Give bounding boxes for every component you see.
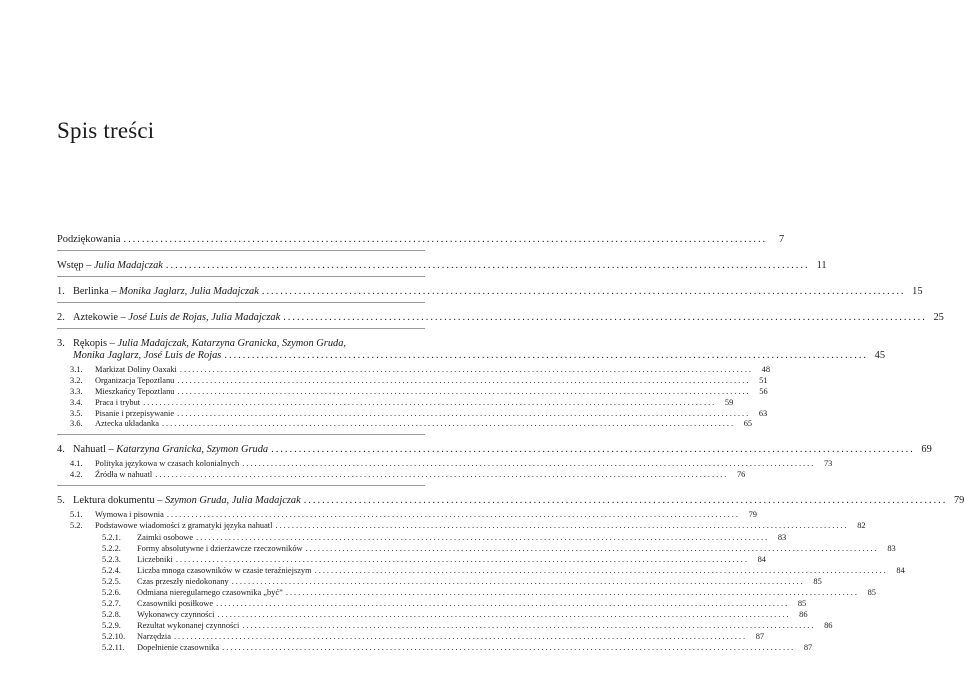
leader-dots: ............................................................................................................................................ (261, 286, 906, 297)
toc-page: 85 (813, 576, 822, 586)
leader-dots: ............................................................................................................................................ (179, 364, 753, 374)
toc-entry-chapter-3[interactable] (57, 350, 886, 362)
toc-number: 5.2.6. (102, 587, 121, 597)
toc-page: 85 (867, 587, 876, 597)
leader-dots: ............................................................................................................................................ (242, 620, 816, 630)
leader-dots: ............................................................................................................................................ (216, 598, 790, 608)
toc-label: Liczebniki (137, 554, 173, 564)
toc-label: Narzędzia (137, 631, 171, 641)
toc-number: 5.2.10. (102, 631, 126, 641)
toc-page: 82 (857, 521, 866, 530)
toc-entry-chapter-3-line1[interactable] (57, 338, 425, 350)
toc-label: Źródła w nahuatl (95, 470, 153, 480)
toc-page: 85 (797, 598, 807, 608)
toc-page: 84 (757, 554, 766, 564)
toc-label: Markizat Doliny Oaxaki (95, 364, 177, 374)
leader-dots: ............................................................................................................................................ (231, 576, 805, 586)
toc-author: Julia Madajczak, Katarzyna Granicka, Szymon Gruda, (117, 338, 347, 349)
toc-label: Mieszkańcy Tepoztlanu (95, 386, 175, 396)
leader-dots: ............................................................................................................................................ (166, 510, 740, 520)
toc-page: 56 (759, 386, 768, 396)
leader-dots: ............................................................................................................................................ (196, 532, 770, 542)
toc-subentry[interactable] (57, 521, 866, 532)
toc-number: 3.2. (70, 375, 83, 385)
leader-dots: ............................................................................................................................................ (161, 419, 736, 429)
toc-label: Praca i trybut (95, 397, 141, 407)
toc-entry-chapter-5[interactable] (57, 495, 964, 507)
leader-dots: ............................................................................................................................................ (283, 312, 927, 323)
toc-label: Podstawowe wiadomości z gramatyki języka nahuatl (95, 521, 273, 530)
toc-subentry[interactable] (57, 470, 746, 481)
toc-number: 5.1. (70, 510, 83, 520)
toc-label: Czas przeszły niedokonany (137, 576, 229, 586)
toc-page: 83 (777, 532, 787, 542)
leader-dots: ............................................................................................................................................ (177, 375, 751, 385)
toc-subentry[interactable] (57, 609, 808, 620)
toc-author: Monika Jaglarz, José Luis de Rojas (73, 350, 222, 361)
leader-dots: ............................................................................................................................................ (314, 565, 888, 575)
toc-number: 3.5. (70, 408, 83, 418)
toc-page: 45 (874, 350, 886, 361)
leader-dots: ............................................................................................................................................ (123, 234, 768, 245)
toc-label: Aztecka układanka (95, 419, 159, 429)
table-of-contents (57, 234, 964, 653)
leader-dots: ............................................................................................................................................ (275, 521, 849, 530)
toc-subentry[interactable] (57, 543, 896, 554)
toc-number: 2. (57, 312, 65, 323)
toc-number: 5.2.11. (102, 642, 125, 652)
leader-dots: ............................................................................................................................................ (305, 543, 879, 553)
toc-subentry[interactable] (57, 631, 765, 642)
leader-dots: ............................................................................................................................................ (177, 386, 751, 396)
toc-page: 65 (743, 419, 753, 429)
toc-label: Dopełnienie czasownika (137, 642, 220, 652)
toc-label: Organizacja Tepoztlanu (95, 375, 175, 385)
toc-page: 59 (724, 397, 734, 407)
toc-number: 5.2.5. (102, 576, 121, 586)
toc-page: 86 (799, 609, 808, 619)
toc-subentry[interactable] (57, 554, 766, 565)
leader-dots: ............................................................................................................................................ (177, 408, 751, 418)
toc-subentry[interactable] (57, 565, 905, 576)
toc-page: 51 (759, 375, 768, 385)
toc-label: Wykonawcy czynności (137, 609, 215, 619)
toc-subentry[interactable] (57, 598, 807, 609)
page-title: Spis treści (57, 118, 155, 143)
toc-subentry[interactable] (57, 386, 768, 398)
toc-entry-podziekowania[interactable] (57, 234, 785, 246)
toc-subentry[interactable] (57, 510, 757, 521)
toc-author: José Luis de Rojas, Julia Madajczak (128, 312, 281, 323)
toc-entry-chapter-2[interactable] (57, 312, 944, 324)
toc-page: 63 (758, 408, 768, 418)
toc-number: 5.2.2. (102, 543, 121, 553)
leader-dots: ............................................................................................................................................ (303, 495, 948, 507)
toc-page: 48 (761, 364, 770, 374)
toc-number: 5.2.3. (102, 554, 121, 564)
toc-label: Wymowa i pisownia (95, 510, 164, 520)
leader-dots: ............................................................................................................................................ (165, 260, 810, 271)
toc-label: Odmiana nieregularnego czasownika „być” (137, 587, 283, 597)
toc-subentry[interactable] (57, 375, 768, 387)
toc-page: 79 (953, 495, 964, 507)
toc-number: 5.2. (70, 521, 83, 530)
toc-subentry[interactable] (57, 620, 833, 631)
toc-number: 5.2.7. (102, 598, 121, 608)
leader-dots: ............................................................................................................................................ (155, 470, 729, 480)
toc-author: Monika Jaglarz, Julia Madajczak (119, 286, 259, 297)
leader-dots: ............................................................................................................................................ (242, 459, 816, 469)
toc-label: Wstęp – (57, 260, 94, 271)
toc-number: 3.3. (70, 386, 83, 396)
toc-subentry[interactable] (57, 642, 813, 653)
toc-label: Lektura dokumentu – (73, 495, 166, 507)
toc-subentry[interactable] (57, 459, 833, 470)
toc-page: 87 (803, 642, 813, 652)
toc-page: 25 (933, 312, 944, 323)
toc-number: 4.2. (70, 470, 83, 480)
toc-number: 4.1. (70, 459, 83, 469)
leader-dots: ............................................................................................................................................ (285, 587, 859, 597)
toc-page: 84 (896, 565, 905, 575)
toc-label: Polityka językowa w czasach kolonialnych (95, 459, 240, 469)
toc-number: 5.2.1. (102, 532, 121, 542)
leader-dots: ............................................................................................................................................ (217, 609, 791, 619)
toc-page: 79 (748, 510, 757, 520)
toc-subentry[interactable] (57, 408, 768, 420)
toc-page: 87 (755, 631, 765, 641)
toc-label: Rezultat wykonanej czynności (137, 620, 240, 630)
toc-label: Zaimki osobowe (137, 532, 194, 542)
toc-page: 83 (887, 543, 896, 553)
toc-subentry[interactable] (57, 364, 770, 376)
toc-number: 1. (57, 286, 65, 297)
toc-subentry[interactable] (57, 532, 787, 543)
toc-author: Szymon Gruda, Julia Madajczak (165, 495, 301, 507)
toc-label: Berlinka – (73, 286, 120, 297)
leader-dots: ............................................................................................................................................ (271, 444, 915, 456)
toc-subentry[interactable] (57, 587, 876, 598)
toc-page: 15 (912, 286, 923, 297)
toc-label: Aztekowie – (73, 312, 129, 323)
toc-number: 5.2.8. (102, 609, 121, 619)
toc-number: 3.6. (70, 419, 83, 429)
leader-dots: ............................................................................................................................................ (222, 642, 796, 652)
toc-label: Formy absolutywne i dzierżawcze rzeczowników (137, 543, 303, 553)
toc-subentry[interactable] (57, 419, 753, 430)
toc-label: Liczba mnoga czasowników w czasie teraźniejszym (137, 565, 312, 575)
toc-number: 5. (57, 495, 65, 507)
toc-entry-chapter-1[interactable] (57, 286, 923, 298)
toc-label: Rękopis – (73, 338, 118, 349)
toc-page: 69 (921, 444, 932, 456)
toc-subentry[interactable] (57, 576, 822, 587)
toc-author: Julia Madajczak (93, 260, 163, 271)
toc-page: 76 (736, 470, 746, 480)
toc-number: 5.2.4. (102, 565, 121, 575)
toc-page: 7 (778, 234, 785, 245)
toc-page: 73 (823, 459, 833, 469)
toc-number: 3.1. (70, 364, 83, 374)
toc-entry-wstep[interactable] (57, 260, 827, 272)
toc-label: Pisanie i przepisywanie (95, 408, 175, 418)
toc-number: 3. (57, 338, 65, 349)
toc-label: Podziękowania (57, 234, 121, 245)
toc-entry-chapter-4[interactable] (57, 444, 932, 456)
toc-number: 5.2.9. (102, 620, 121, 630)
toc-author: Katarzyna Granicka, Szymon Gruda (116, 444, 269, 456)
leader-dots: ............................................................................................................................................ (175, 554, 749, 564)
leader-dots: ............................................................................................................................................ (173, 631, 748, 641)
toc-page: 86 (824, 620, 833, 630)
toc-label: Nahuatl – (73, 444, 117, 456)
toc-number: 4. (57, 444, 65, 456)
toc-label: Czasowniki posiłkowe (137, 598, 214, 608)
leader-dots: ............................................................................................................................................ (224, 350, 869, 361)
toc-number: 3.4. (70, 397, 83, 407)
toc-page: 11 (816, 260, 827, 271)
leader-dots: ............................................................................................................................................ (143, 397, 717, 407)
toc-subentry[interactable] (57, 397, 734, 409)
